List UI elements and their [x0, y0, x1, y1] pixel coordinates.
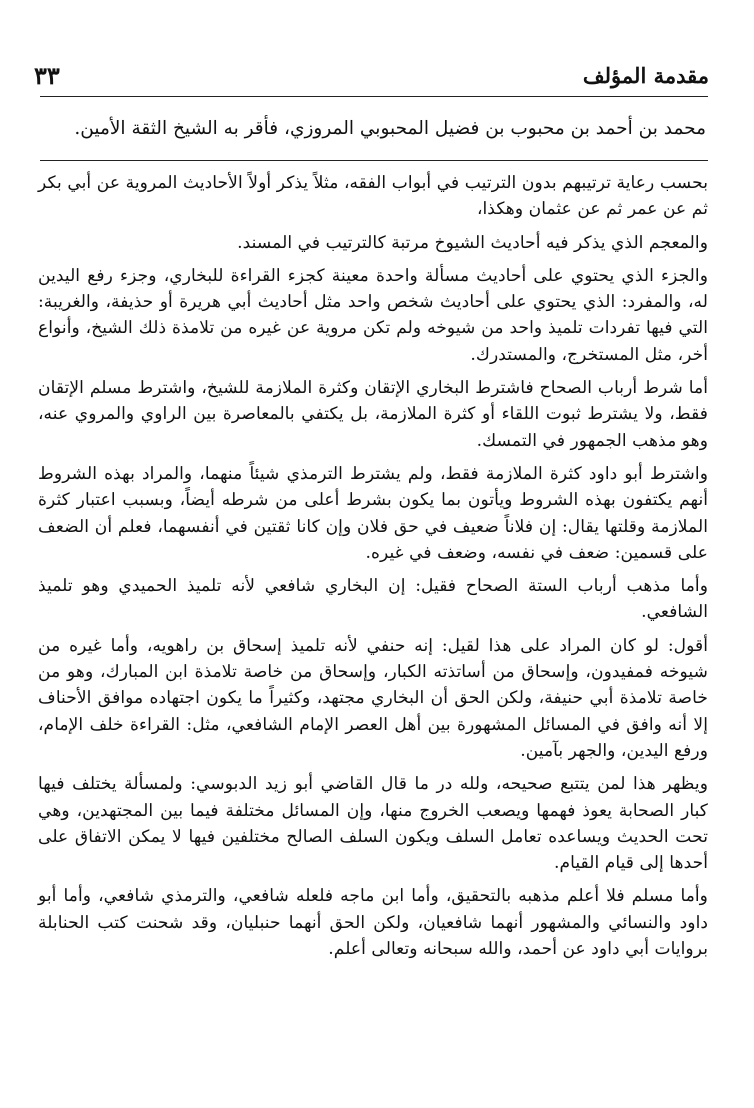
paragraph: أقول: لو كان المراد على هذا لقيل: إنه حنفي لأنه تلميذ إسحاق بن راهويه، وأما غيره من شيوخه فمفيدون، وإسحاق من أساتذته الكبار، وإسحاق من خاصة تلامذة ابن المبارك، وهو من خاصة تلامذة أبي حنيفة، ولكن الحق أن البخاري مجتهد، وكثيراً ما يكون اجتهاده موافق الأحناف إلا أنه وافق في المسائل المشهورة بين أهل العصر الإمام الشافعي، مثل: القراءة خلف الإمام، ورفع اليدين، والجهر بآمين. — [38, 635, 708, 761]
paragraph: وأما مذهب أرباب الستة الصحاح فقيل: إن البخاري شافعي لأنه تلميذ الحميدي وهو تلميذ الشافعي. — [38, 576, 708, 623]
body-text — [38, 170, 708, 969]
running-title: مقدمة المؤلف — [582, 62, 709, 88]
page-header — [34, 58, 709, 92]
header-rule — [40, 96, 708, 97]
continued-footnote-text: محمد بن أحمد بن محبوب بن فضيل المحبوبي المروزي، فأقر به الشيخ الثقة الأمين. — [74, 118, 706, 139]
paragraph: واشترط أبو داود كثرة الملازمة فقط، ولم يشترط الترمذي شيئاً منهما، والمراد بهذه الشروط أنهم يكتفون بهذه الشروط ويأتون بما يكون بشرط أعلى من شرطه أيضاً، وبسبب اعتبار كثرة الملازمة وقلتها يقال: إن فلاناً ضعيف في حق فلان وإن كانا ثقتين في أنفسهما، فعلم أن الضعف على قسمين: ضعف في نفسه، وضعف في غيره. — [38, 463, 708, 563]
section-divider-rule — [40, 160, 708, 161]
paragraph: والمعجم الذي يذكر فيه أحاديث الشيوخ مرتبة كالترتيب في المسند. — [237, 232, 708, 253]
page-number: ٣٣ — [34, 60, 60, 90]
paragraph: وأما مسلم فلا أعلم مذهبه بالتحقيق، وأما ابن ماجه فلعله شافعي، والترمذي شافعي، وأما أبو داود والنسائي والمشهور أنهما شافعيان، ولكن الحق أنهما حنبليان، وقد شحنت كتب الحنابلة بروايات أبي داود عن أحمد، والله سبحانه وتعالى أعلم. — [38, 886, 708, 960]
paragraph: أما شرط أرباب الصحاح فاشترط البخاري الإتقان وكثرة الملازمة للشيخ، واشترط مسلم الإتقان فقط، ولا يشترط ثبوت اللقاء أو كثرة الملازمة، بل يكتفي بالمعاصرة بين الراوي والمروي عنه، وهو مذهب الجمهور في التمسك. — [38, 378, 709, 451]
paragraph: بحسب رعاية ترتيبهم بدون الترتيب في أبواب الفقه، مثلاً يذكر أولاً الأحاديث المروية عن أبي بكر ثم عن عمر ثم عن عثمان وهكذا، — [38, 173, 708, 220]
paragraph: ويظهر هذا لمن يتتبع صحيحه، ولله در ما قال القاضي أبو زيد الدبوسي: ولمسألة يختلف فيها كبار الصحابة يعوذ فهمها ويصعب الخروج منها، وإن المسائل مختلفة فيما بين المجتهدين، وهي تحت الحديث ويساعده تعامل السلف ويكون السلف الصالح مختلفين فيها لا يمكن الاتفاق على أحدها إلى قيام القيام. — [38, 774, 708, 874]
paragraph: والجزء الذي يحتوي على أحاديث مسألة واحدة معينة كجزء القراءة للبخاري، وجزء رفع اليدين له، والمفرد: الذي يحتوي على أحاديث شخص واحد مثل أحاديث أبي هريرة أو حذيفة، والغريبة: التي فيها تفردات تلميذ واحد من شيوخه ولم تكن مروية عن غيره من تلامذة ذلك الشيخ، وأنواع أخر، مثل المستخرج، والمستدرك. — [38, 265, 708, 365]
